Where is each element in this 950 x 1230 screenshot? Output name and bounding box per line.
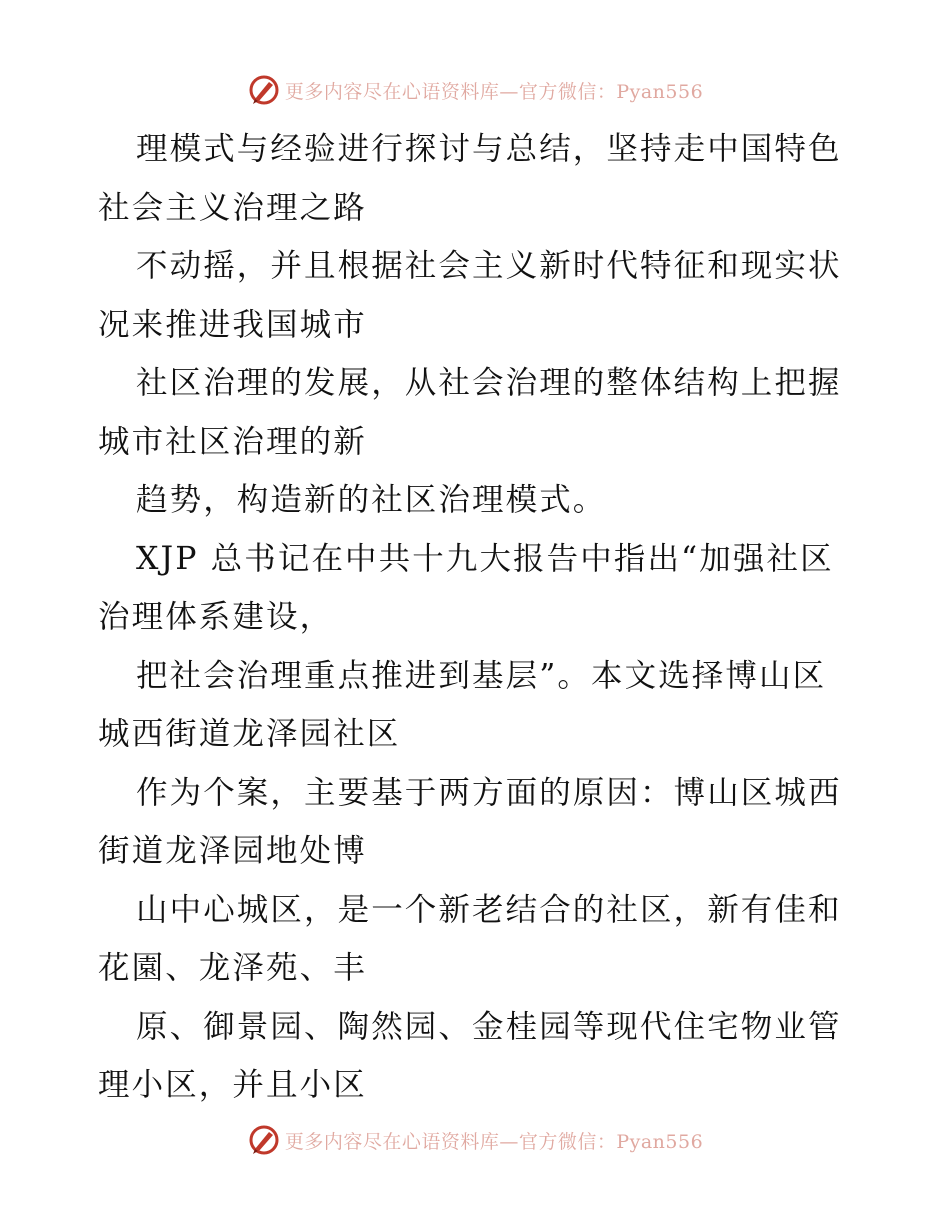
pen-logo-icon <box>247 1123 281 1157</box>
watermark-text: 更多内容尽在心语资料库—官方微信：Pyan556 <box>284 1130 704 1153</box>
pen-logo-icon <box>247 73 281 107</box>
text-line: 趋势，构造新的社区治理模式。 <box>136 482 607 518</box>
document-body <box>98 120 858 1115</box>
text-line: XJP 总书记在中共十九大报告中指出“加强社区 <box>136 540 834 577</box>
text-line: 街道龙泽园地处博 <box>98 833 367 869</box>
text-line: 理模式与经验进行探讨与总结，坚持走中国特色 <box>136 131 842 167</box>
text-line: 城市社区治理的新 <box>98 423 367 460</box>
text-line: 社会主义治理之路 <box>98 189 367 226</box>
watermark-text: 更多内容尽在心语资料库—官方微信：Pyan556 <box>284 80 704 103</box>
text-line: 花園、龙泽苑、丰 <box>98 950 367 986</box>
text-line: 原、御景园、陶然园、金桂园等现代住宅物业管 <box>136 1008 842 1045</box>
text-line: 社区治理的发展，从社会治理的整体结构上把握 <box>136 365 842 401</box>
text-line: 理小区，并且小区 <box>98 1067 367 1103</box>
header-watermark <box>0 70 950 110</box>
text-line: 治理体系建设， <box>98 599 334 635</box>
text-line: 把社会治理重点推进到基层”。本文选择博山区 <box>136 657 827 694</box>
text-line: 山中心城区，是一个新老结合的社区，新有佳和 <box>136 891 842 928</box>
text-line: 作为个案，主要基于两方面的原因：博山区城西 <box>136 774 842 811</box>
text-line: 况来推进我国城市 <box>98 306 367 343</box>
text-line: 城西街道龙泽园社区 <box>98 716 401 752</box>
text-line: 不动摇，并且根据社会主义新时代特征和现实状 <box>136 248 842 284</box>
footer-watermark <box>0 1120 950 1160</box>
